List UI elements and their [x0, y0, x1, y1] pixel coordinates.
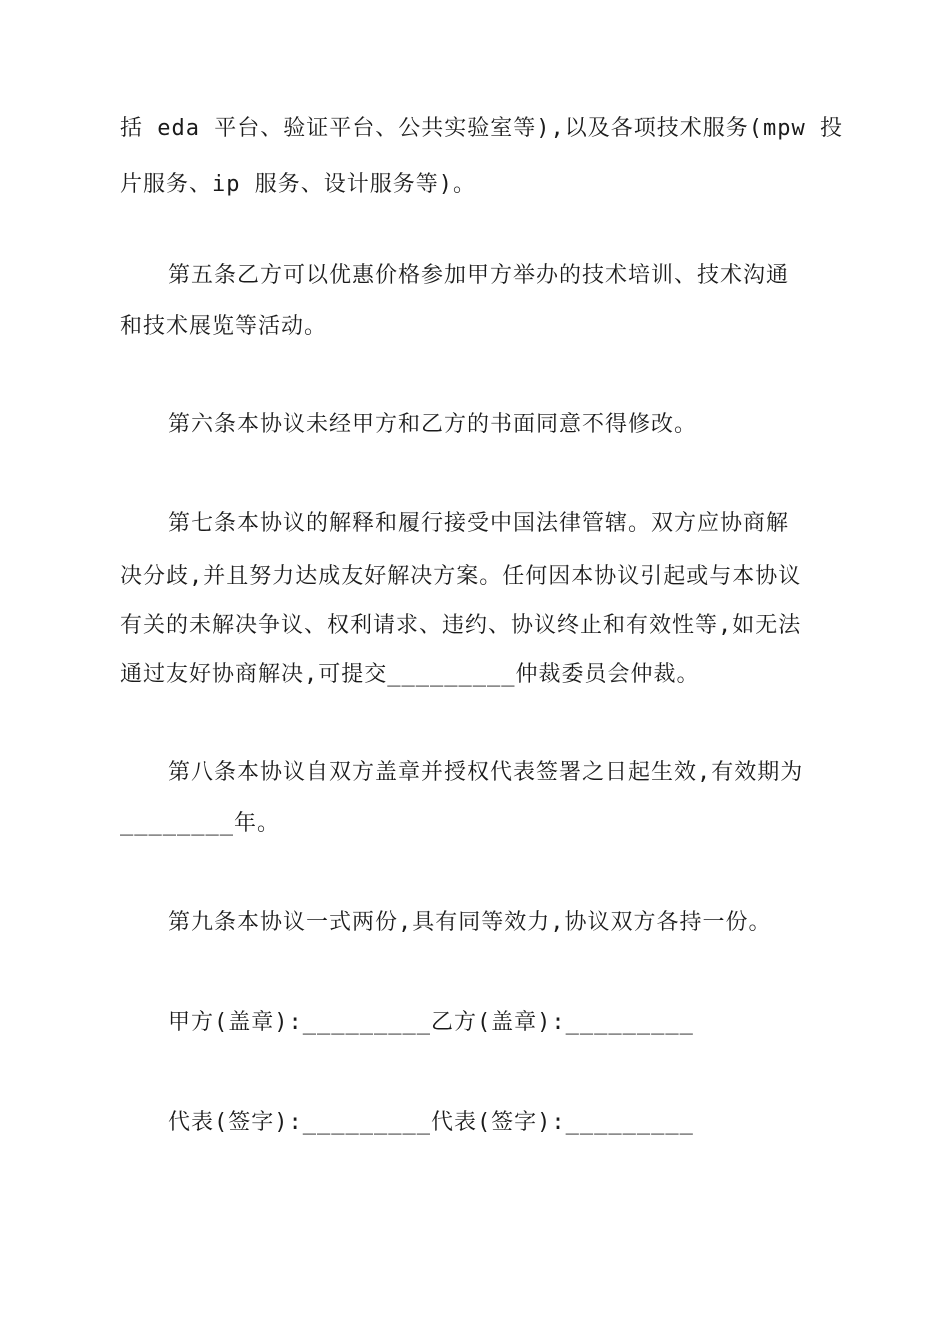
article-6-line-1: 第六条本协议未经甲方和乙方的书面同意不得修改。: [168, 412, 698, 437]
article-5-line-2: 和技术展览等活动。: [120, 314, 328, 339]
article-8-line-1: 第八条本协议自双方盖章并授权代表签署之日起生效,有效期为: [168, 760, 804, 785]
article-7-line-2: 决分歧,并且努力达成友好解决方案。任何因本协议引起或与本协议: [120, 564, 802, 589]
seal-signature-line: 甲方(盖章):_________乙方(盖章):_________: [168, 1010, 694, 1035]
article-7-line-4: 通过友好协商解决,可提交_________仲裁委员会仲裁。: [120, 662, 700, 687]
article-5-line-1: 第五条乙方可以优惠价格参加甲方举办的技术培训、技术沟通: [168, 263, 790, 288]
representative-signature-line: 代表(签字):_________代表(签字):_________: [168, 1110, 694, 1135]
article-8-line-2: ________年。: [120, 811, 280, 836]
text-line-platforms: 括 eda 平台、验证平台、公共实验室等),以及各项技术服务(mpw 投: [120, 116, 843, 141]
text-line-services: 片服务、ip 服务、设计服务等)。: [120, 172, 476, 197]
article-9-line-1: 第九条本协议一式两份,具有同等效力,协议双方各持一份。: [168, 910, 772, 935]
article-7-line-1: 第七条本协议的解释和履行接受中国法律管辖。双方应协商解: [168, 511, 790, 536]
article-7-line-3: 有关的未解决争议、权利请求、违约、协议终止和有效性等,如无法: [120, 613, 802, 638]
